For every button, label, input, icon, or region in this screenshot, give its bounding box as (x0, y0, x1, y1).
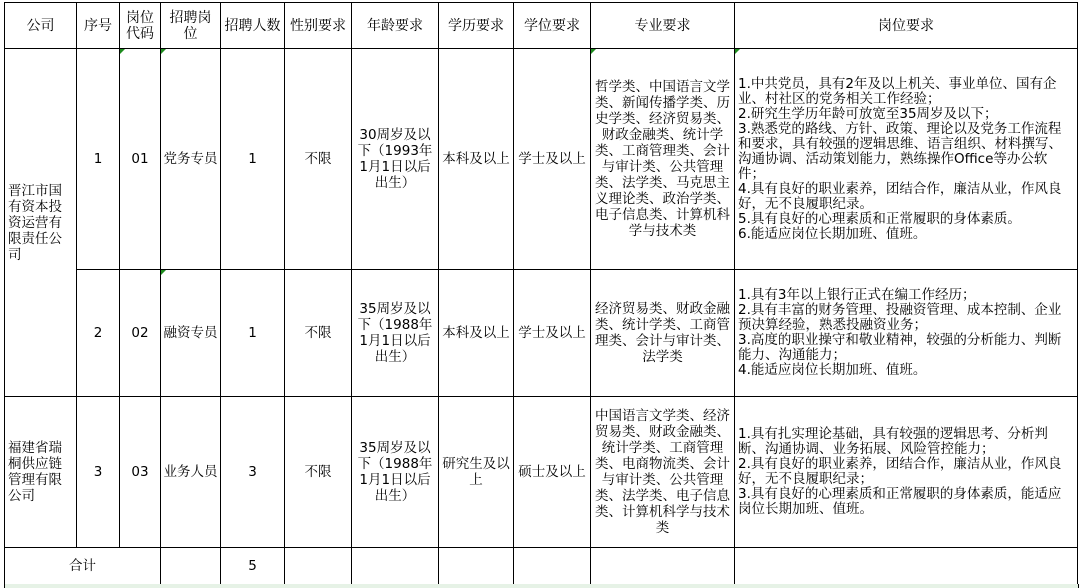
table-row (5, 397, 1078, 548)
requirements-cell[interactable] (735, 397, 1078, 548)
major-cell[interactable] (591, 49, 735, 270)
major-cell[interactable]: 经济贸易类、财政金融类、统计学类、工商管理类、会计与审计类、法学类 (591, 270, 735, 397)
company-cell[interactable]: 福建省瑞桐供应链管理有限公司 (5, 397, 77, 548)
post-text: 融资专员 (163, 325, 218, 341)
requirements-cell[interactable] (735, 270, 1078, 397)
table-row (5, 270, 1078, 397)
cell-marker (161, 270, 166, 275)
requirements-cell[interactable] (735, 49, 1078, 270)
header-duties[interactable]: 岗位要求 (735, 3, 1078, 49)
major-text: 哲学类、中国语言文学类、新闻传播学类、历史学类、经济贸易类、财政金融类、统计学类、工商管理类、会计与审计类、公共管理类、法学类、马克思主义理论类、政治学类、电子信息类、计算机科学与技术类 (595, 79, 730, 239)
count-cell[interactable]: 1 (221, 270, 285, 397)
empty-cell[interactable] (735, 548, 1078, 585)
cell-marker (120, 49, 125, 54)
header-row (5, 3, 1078, 49)
total-row (5, 548, 1078, 585)
header-company[interactable]: 公司 (5, 3, 77, 49)
empty-cell[interactable] (591, 548, 735, 585)
age-cell[interactable]: 35周岁及以下（1988年1月1日以后出生） (352, 397, 439, 548)
code-text: 01 (131, 151, 149, 167)
sheet-bottom-edge (4, 584, 1079, 588)
header-post-code[interactable]: 岗位 代码 (120, 3, 161, 49)
education-cell[interactable]: 本科及以上 (439, 270, 514, 397)
count-cell[interactable]: 3 (221, 397, 285, 548)
code-cell[interactable] (120, 49, 161, 270)
post-cell[interactable] (161, 49, 221, 270)
header-post[interactable]: 招聘岗 位 (161, 3, 221, 49)
header-degree[interactable]: 学位要求 (514, 3, 591, 49)
empty-cell[interactable] (514, 548, 591, 585)
age-cell[interactable]: 30周岁及以下（1993年1月1日以后出生） (352, 49, 439, 270)
header-age[interactable]: 年龄要求 (352, 3, 439, 49)
post-cell[interactable]: 业务人员 (161, 397, 221, 548)
header-gender[interactable]: 性别要求 (285, 3, 352, 49)
gender-cell[interactable]: 不限 (285, 270, 352, 397)
header-education[interactable]: 学历要求 (439, 3, 514, 49)
post-text: 党务专员 (163, 151, 218, 167)
degree-cell[interactable]: 学士及以上 (514, 270, 591, 397)
cell-marker (735, 49, 740, 54)
code-cell[interactable]: 02 (120, 270, 161, 397)
empty-cell[interactable] (161, 548, 221, 585)
header-count[interactable]: 招聘人数 (221, 3, 285, 49)
requirement-line: 2.研究生学历年龄可放宽至35周岁及以下； (738, 105, 998, 122)
requirement-line: 3.具有良好的心理素质和正常履职的身体素质，能适应岗位长期加班、值班。 (738, 486, 1062, 517)
education-cell[interactable]: 研究生及以上 (439, 397, 514, 548)
table-row (5, 49, 1078, 270)
requirement-line: 3.熟悉党的路线、方针、政策、理论以及党务工作流程和要求，具有较强的逻辑思维、语言组织、材料撰写、沟通协调、活动策划能力，熟练操作Office等办公软件； (738, 120, 1062, 182)
empty-cell[interactable] (439, 548, 514, 585)
education-cell[interactable]: 本科及以上 (439, 49, 514, 270)
seq-cell[interactable]: 2 (77, 270, 120, 397)
count-cell[interactable]: 1 (221, 49, 285, 270)
seq-cell[interactable]: 3 (77, 397, 120, 548)
requirement-line: 3.高度的职业操守和敬业精神，较强的分析能力、判断能力、沟通能力； (738, 332, 1062, 363)
post-cell[interactable] (161, 270, 221, 397)
header-major[interactable]: 专业要求 (591, 3, 735, 49)
header-seq[interactable]: 序号 (77, 3, 120, 49)
total-count[interactable]: 5 (221, 548, 285, 585)
recruitment-table (4, 2, 1078, 585)
major-cell[interactable]: 中国语言文学类、经济贸易类、财政金融类、统计学类、工商管理类、电商物流类、会计与审计类、公共管理类、法学类、电子信息类、计算机科学与技术类 (591, 397, 735, 548)
requirement-line: 5.具有良好的心理素质和正常履职的身体素质。 (738, 210, 1021, 227)
cell-marker (591, 49, 596, 54)
gender-cell[interactable]: 不限 (285, 49, 352, 270)
code-cell[interactable]: 03 (120, 397, 161, 548)
gender-cell[interactable]: 不限 (285, 397, 352, 548)
degree-cell[interactable]: 学士及以上 (514, 49, 591, 270)
requirement-line: 2.具有丰富的财务管理、投融资管理、成本控制、企业预决算经验，熟悉投融资业务； (738, 302, 1062, 333)
empty-cell[interactable] (352, 548, 439, 585)
age-cell[interactable]: 35周岁及以下（1988年1月1日以后出生） (352, 270, 439, 397)
requirement-line: 4.具有良好的职业素养，团结合作，廉洁从业，作风良好，无不良履职纪录。 (738, 180, 1062, 212)
company-cell[interactable]: 晋江市国有资本投资运营有限责任公司 (5, 49, 77, 397)
seq-cell[interactable]: 1 (77, 49, 120, 270)
empty-cell[interactable] (285, 548, 352, 585)
requirement-line: 1.具有扎实理论基础，具有较强的逻辑思考、分析判断、沟通协调、业务拓展、风险管控能力； (738, 426, 1048, 457)
requirement-line: 6.能适应岗位长期加班、值班。 (738, 225, 927, 242)
requirement-line: 1.中共党员，具有2年及以上机关、事业单位、国有企业、村社区的党务相关工作经验； (738, 75, 1057, 107)
cell-marker (161, 49, 166, 54)
total-label[interactable]: 合计 (5, 548, 161, 585)
requirement-line: 2.具有良好的职业素养，团结合作，廉洁从业，作风良好，无不良履职纪录； (738, 456, 1062, 487)
requirement-line: 1.具有3年以上银行正式在编工作经历； (738, 287, 976, 303)
requirement-line: 4.能适应岗位长期加班、值班。 (738, 362, 927, 378)
degree-cell[interactable]: 硕士及以上 (514, 397, 591, 548)
